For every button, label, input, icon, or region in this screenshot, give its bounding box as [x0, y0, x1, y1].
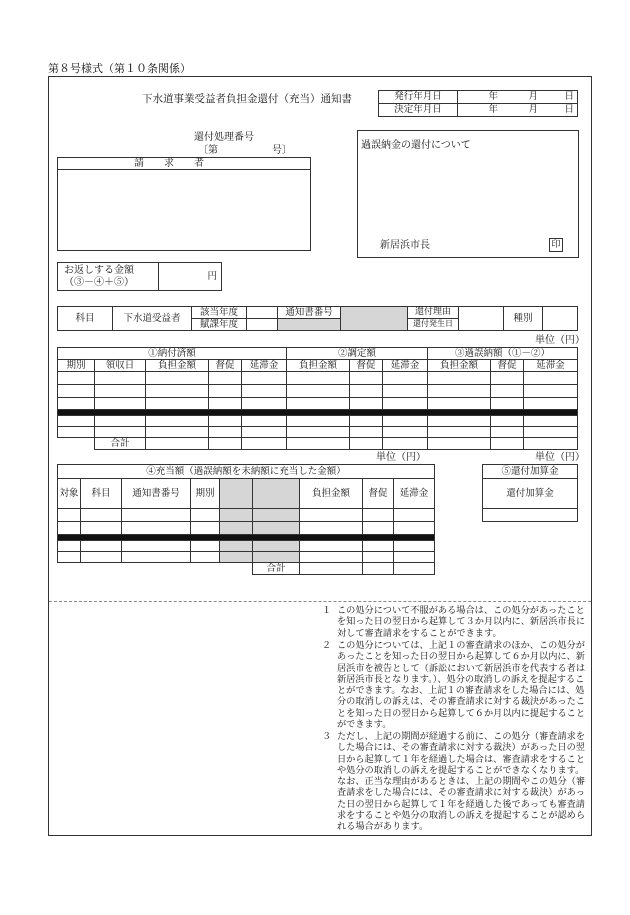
- table-row: [58, 427, 578, 438]
- decision-month: 月: [498, 104, 538, 117]
- return-amount-table: [57, 262, 222, 291]
- reason-label: 還付理由: [408, 307, 459, 319]
- group-assessed: ②調定額: [287, 348, 428, 360]
- th-late-3: 延滞金: [524, 360, 578, 372]
- return-amount-label: お返しする金額: [64, 264, 134, 276]
- group-addition: ⑤還付加算金: [483, 465, 578, 479]
- claimant-box: [57, 157, 311, 251]
- table-row: [58, 416, 578, 427]
- divider: [49, 601, 591, 602]
- table-row: [58, 552, 435, 563]
- th-amount-3: 負担金額: [428, 360, 491, 372]
- refund-number-label: 還付処理番号: [194, 132, 254, 143]
- table-row: [58, 372, 578, 385]
- th-period-2: 期別: [191, 479, 220, 509]
- th-late-4: 延滞金: [394, 479, 435, 509]
- note-1-num: １: [322, 605, 332, 616]
- th-subject: 科目: [81, 479, 122, 509]
- th-addition: 還付加算金: [483, 479, 578, 509]
- group-paid: ①納付済額: [58, 348, 287, 360]
- issue-date-label: 発行年月日: [379, 91, 458, 104]
- th-dunning-3: 督促: [491, 360, 524, 372]
- payment-table: [57, 347, 578, 450]
- issue-year: 年: [458, 91, 499, 104]
- group-overpaid: ③過誤納額（①－②）: [428, 348, 578, 360]
- fuka-label: 賦課年度: [192, 319, 247, 331]
- mayor-label: 新居浜市長: [380, 240, 430, 251]
- table-row: [58, 522, 435, 535]
- kamoku-value: 下水道受益者: [113, 307, 192, 331]
- decision-day: 日: [538, 104, 578, 117]
- issue-month: 月: [498, 91, 538, 104]
- occur-label: 還付発生日: [408, 319, 459, 331]
- note-2-num: ２: [322, 640, 332, 651]
- note-3: [322, 731, 592, 831]
- table-row: [483, 509, 578, 522]
- subject-text: 過誤納金の還付について: [361, 140, 471, 151]
- th-late-2: 延滞金: [383, 360, 428, 372]
- addition-table: [482, 464, 578, 522]
- decision-year: 年: [458, 104, 499, 117]
- return-amount-unit: 円: [159, 263, 222, 291]
- th-target: 対象: [58, 479, 81, 509]
- group-allocation: ④充当額（過誤納額を未納額に充当した金額）: [58, 465, 435, 479]
- decision-date-label: 決定年月日: [379, 104, 458, 117]
- note-2-text: この処分については、上記１の審査請求のほか、この処分があったことを知った日の翌日から起算して６か月以内に、新居浜市を被告として（訴訟において新居浜市を代表する者は新居浜市長となります。）、処分の取消しの訴えを提起することができます。なお、上記１の審査請求をした場合には、処分の取消しの訴えは、その審査請求に対する裁決があったことを知った日の翌日から起算して６か月以内に提起することができます。: [337, 640, 586, 731]
- th-amount-4: 負担金額: [300, 479, 363, 509]
- th-dunning-1: 督促: [209, 360, 242, 372]
- total-row: [58, 438, 578, 450]
- claimant-label: 請 求 者: [134, 158, 204, 169]
- unit-label-2: 単位（円）: [376, 452, 426, 463]
- note-1-text: この処分について不服がある場合は、この処分があったことを知った日の翌日から起算して３か月以内に、新居浜市長に対して審査請求をすることができます。: [337, 605, 586, 639]
- year-label: 該当年度: [192, 307, 247, 319]
- seal-mark: 印: [549, 238, 563, 252]
- total-label-2: 合計: [253, 563, 300, 575]
- unit-label-3: 単位（円）: [535, 452, 585, 463]
- table-row: [58, 385, 578, 398]
- note-3-num: ３: [322, 731, 332, 742]
- total-row: [58, 563, 435, 575]
- th-receipt-date: 領収日: [95, 360, 146, 372]
- info-table: [57, 306, 578, 331]
- total-label-1: 合計: [95, 438, 146, 450]
- th-dunning-2: 督促: [350, 360, 383, 372]
- return-amount-cell: [58, 263, 159, 291]
- note-2: [322, 640, 592, 740]
- return-amount-formula: （③－④＋⑤）: [64, 276, 134, 288]
- form-number: 第８号様式（第１０条関係）: [48, 62, 191, 75]
- type-label: 種別: [504, 307, 543, 331]
- date-table: [378, 90, 578, 117]
- table-row: [58, 541, 435, 552]
- th-amount-1: 負担金額: [146, 360, 209, 372]
- th-period: 期別: [58, 360, 95, 372]
- table-row: [58, 398, 578, 410]
- unit-label-1: 単位（円）: [535, 335, 585, 346]
- issue-day: 日: [538, 91, 578, 104]
- refund-number-close: 号〕: [272, 145, 292, 156]
- th-late-1: 延滞金: [242, 360, 287, 372]
- th-dunning-4: 督促: [363, 479, 394, 509]
- table-row: [58, 509, 435, 522]
- th-amount-2: 負担金額: [287, 360, 350, 372]
- refund-number-open: 〔第: [198, 145, 218, 156]
- form-title: 下水道事業受益者負担金還付（充当）通知書: [142, 93, 352, 105]
- th-notice-no: 通知書番号: [122, 479, 191, 509]
- note-3-text: ただし、上記の期間が経過する前に、この処分（審査請求をした場合には、その審査請求に対する裁決）があった日の翌日から起算して１年を経過した場合は、審査請求をすることや処分の取消しの訴えを提起することができなくなります。なお、正当な理由があるときは、上記の期間やこの処分（審査請求をした場合には、その審査請求に対する裁決）があった日の翌日から起算して１年を経過した後であっても審査請求をすることや処分の取消しの訴えを提起することが認められる場合があります。: [337, 731, 586, 833]
- kamoku-label: 科目: [58, 307, 113, 331]
- allocation-table: [57, 464, 435, 575]
- notice-no-label: 通知書番号: [278, 307, 341, 319]
